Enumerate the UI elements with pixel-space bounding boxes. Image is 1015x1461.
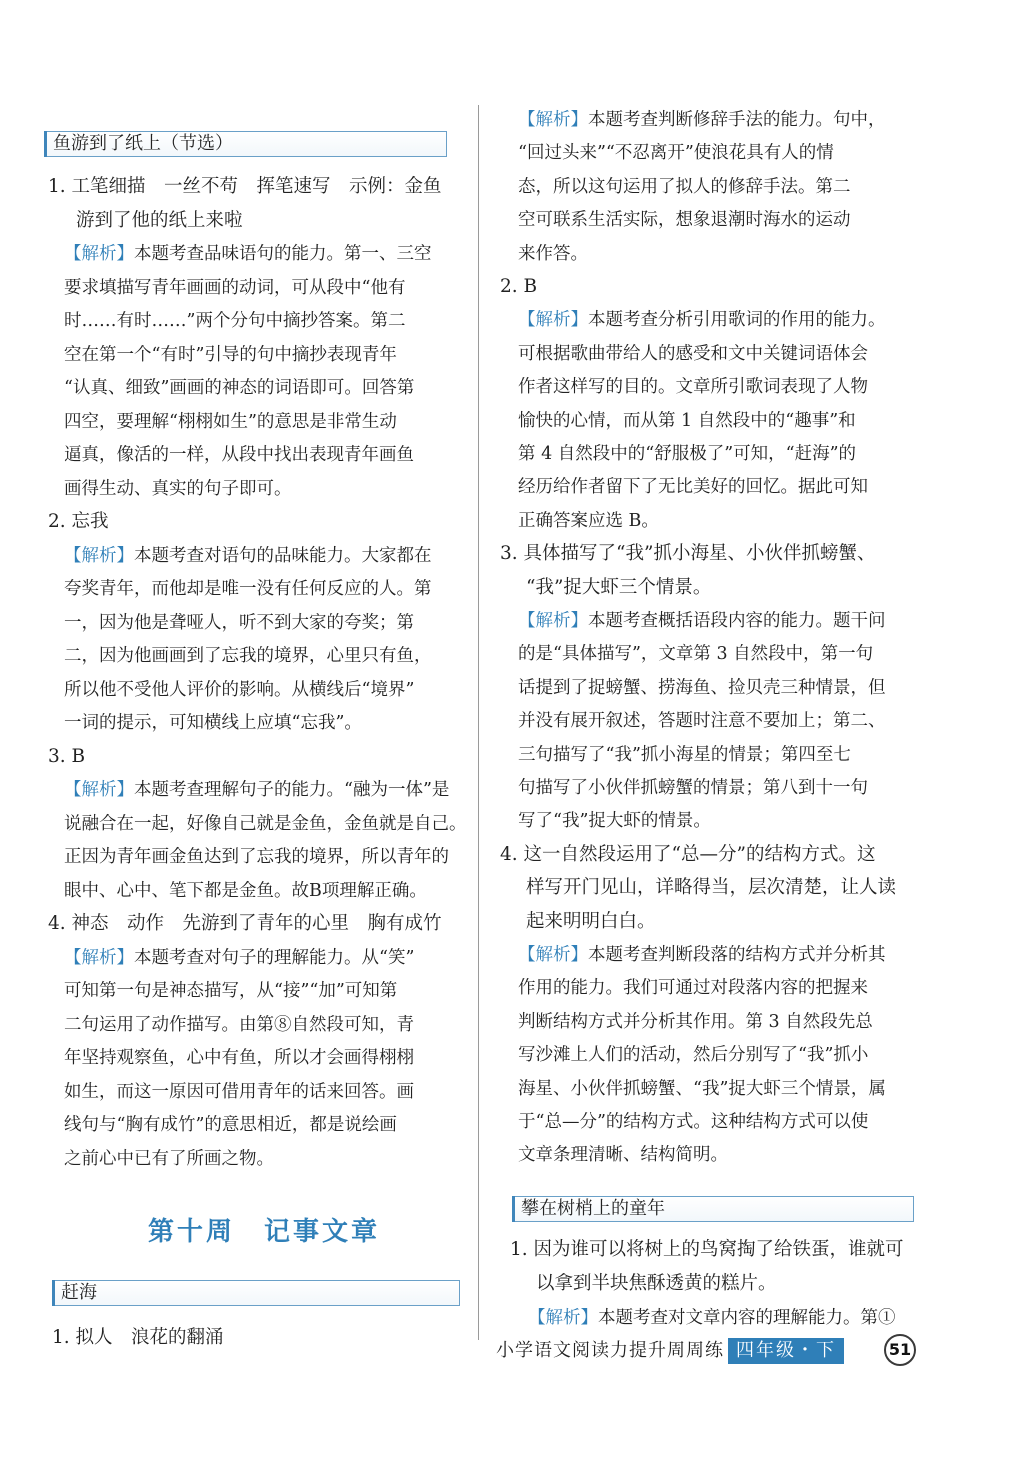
line-text: 时……有时……”两个分句中摘抄答案。第二 (64, 311, 406, 331)
analysis-line (64, 780, 449, 800)
analysis-line (64, 1048, 414, 1068)
analysis-line (64, 847, 449, 867)
analysis-line (64, 814, 467, 834)
line-text: 写沙滩上人们的活动，然后分别写了“我”抓小 (518, 1045, 869, 1066)
analysis-line (64, 680, 414, 700)
line-text: 3. B (48, 745, 86, 767)
analysis-line (518, 244, 588, 264)
line-text: 作者这样写的目的。文章所引歌词表现了人物 (518, 377, 868, 398)
analysis-line (518, 1012, 873, 1032)
analysis-line (64, 244, 432, 264)
analysis-line (64, 378, 414, 398)
line-text: 本题考查对语句的品味能力。大家都在 (134, 545, 432, 566)
line-text: 如生，而这一原因可借用青年的话来回答。画 (64, 1081, 414, 1102)
answer-line (500, 277, 537, 297)
line-text: 画得生动、真实的句子即可。 (64, 478, 292, 499)
answer-line (48, 914, 442, 934)
answer-line (48, 747, 85, 767)
line-text: 第 4 自然段中的“舒服极了”可知，“赶海”的 (518, 444, 857, 464)
line-text: 来作答。 (518, 243, 588, 264)
analysis-line (518, 477, 868, 497)
analysis-line (518, 177, 851, 197)
line-text: 可根据歌曲带给人的感受和文中关键词语体会 (518, 343, 868, 364)
line-text: 一词的提示，可知横线上应填“忘我”。 (64, 713, 362, 733)
analysis-line (518, 945, 886, 965)
section-title-yu: 鱼游到了纸上（节选） (44, 131, 447, 157)
analysis-line (518, 377, 868, 397)
analysis-line (518, 611, 886, 631)
line-text: 说融合在一起，好像自己就是金鱼，金鱼就是自己。 (64, 813, 467, 834)
analysis-tag: 【解析】 (518, 611, 588, 631)
analysis-line (64, 881, 427, 901)
line-text: “认真、细致”画画的神态的词语即可。回答第 (64, 378, 415, 398)
line-text: 起来明明白白。 (526, 910, 656, 932)
answer-line (500, 845, 875, 865)
week-title: 第十周 记事文章 (148, 1217, 381, 1247)
analysis-tag: 【解析】 (64, 545, 134, 566)
analysis-line (64, 546, 432, 566)
analysis-line (518, 711, 886, 731)
answer-line (76, 211, 243, 231)
answer-line (48, 177, 442, 197)
line-text: 之前心中已有了所画之物。 (64, 1148, 274, 1169)
line-text: 的是“具体描写”，文章第 3 自然段中，第一句 (518, 644, 874, 665)
grade-badge: 四年级・下 (728, 1338, 844, 1364)
book-title: 小学语文阅读力提升周周练 (496, 1340, 724, 1361)
page-number: 51 (884, 1334, 916, 1366)
analysis-line (518, 644, 873, 664)
line-text: 本题考查对句子的理解能力。从“笑” (134, 947, 415, 968)
line-text: 眼中、心中、笔下都是金鱼。故B项理解正确。 (64, 880, 427, 901)
answer-line (500, 544, 875, 564)
answer-line: 1. 拟人 浪花的翻涌 (52, 1327, 224, 1348)
analysis-line (64, 1115, 397, 1135)
line-text: 写了“我”捉大虾的情景。 (518, 811, 711, 832)
analysis-line (518, 444, 856, 464)
line-text: 本题考查理解句子的能力。“融为一体”是 (134, 780, 450, 800)
line-text: 要求填描写青年画画的动词，可从段中“他有 (64, 277, 406, 298)
line-text: 本题考查概括语段内容的能力。题干问 (588, 611, 886, 631)
footer (496, 1338, 844, 1364)
answer-line (526, 878, 896, 898)
line-text: 3. 具体描写了“我”抓小海星、小伙伴抓螃蟹、 (500, 543, 876, 565)
line-text: 游到了他的纸上来啦 (76, 209, 243, 231)
line-text: 1. 因为谁可以将树上的鸟窝掏了给铁蛋，谁就可 (510, 1239, 904, 1260)
line-text: 可知第一句是神态描写，从“接”“加”可知第 (64, 981, 398, 1001)
line-text: 线句与“胸有成竹”的意思相近，都是说绘画 (64, 1115, 397, 1135)
analysis-line (518, 778, 868, 798)
answer-line (526, 578, 711, 598)
line-text: 年坚持观察鱼，心中有鱼，所以才会画得栩栩 (64, 1048, 414, 1068)
analysis-line (518, 678, 886, 698)
analysis-line (64, 278, 405, 298)
line-text: 本题考查品味语句的能力。第一、三空 (134, 244, 432, 264)
analysis-tag: 【解析】 (518, 310, 588, 331)
line-text: 话提到了捉螃蟹、捞海鱼、捡贝壳三种情景，但 (518, 677, 886, 698)
analysis-line (518, 978, 868, 998)
analysis-line (64, 1149, 274, 1169)
analysis-line (518, 210, 851, 230)
analysis-line (64, 445, 414, 465)
line-text: 1. 工笔细描 一丝不苟 挥笔速写 示例：金鱼 (48, 176, 442, 197)
analysis-line (518, 1145, 728, 1165)
analysis-line (518, 310, 886, 330)
analysis-line (64, 981, 397, 1001)
line-text: 夸奖青年，而他却是唯一没有任何反应的人。第 (64, 579, 432, 599)
line-text: 4. 神态 动作 先游到了青年的心里 胸有成竹 (48, 913, 442, 934)
analysis-line (518, 745, 851, 765)
line-text: 作用的能力。我们可通过对段落内容的把握来 (518, 978, 868, 999)
column-divider (478, 105, 479, 1340)
line-text: 态，所以这句运用了拟人的修辞手法。第二 (518, 176, 851, 197)
line-text: 文章条理清晰、结构简明。 (518, 1145, 728, 1166)
analysis-line (64, 345, 397, 365)
line-text: 所以他不受他人评价的影响。从横线后“境界” (64, 679, 415, 700)
analysis-line (518, 411, 856, 431)
line-text: 本题考查判断修辞手法的能力。句中， (588, 110, 886, 130)
line-text: 并没有展开叙述，答题时注意不要加上；第二、 (518, 711, 886, 732)
line-text: 逼真，像活的一样，从段中找出表现青年画鱼 (64, 445, 414, 465)
analysis-tag: 【解析】 (64, 244, 134, 264)
line-text: 判断结构方式并分析其作用。第 3 自然段先总 (518, 1011, 873, 1032)
line-text: 三句描写了“我”抓小海星的情景；第四至七 (518, 744, 851, 765)
section-title-pan: 攀在树梢上的童年 (512, 1196, 914, 1222)
analysis-line (518, 1112, 868, 1132)
analysis-line (64, 1015, 414, 1035)
analysis-line (64, 646, 432, 666)
analysis-line (518, 143, 834, 163)
analysis-tag: 【解析】 (528, 1308, 598, 1328)
answer-line (536, 1274, 777, 1294)
line-text: 二，因为他画画到了忘我的境界，心里只有鱼， (64, 646, 432, 666)
line-text: 四空，要理解“栩栩如生”的意思是非常生动 (64, 411, 397, 432)
line-text: 样写开门见山，详略得当，层次清楚，让人读 (526, 877, 897, 899)
answer-line (510, 1240, 904, 1260)
analysis-line (64, 412, 397, 432)
line-text: 本题考查对文章内容的理解能力。第① (598, 1308, 896, 1328)
line-text: 一，因为他是聋哑人，听不到大家的夸奖；第 (64, 612, 414, 633)
line-text: 空在第一个“有时”引导的句中摘抄表现青年 (64, 344, 397, 365)
analysis-line (64, 613, 414, 633)
analysis-tag: 【解析】 (64, 947, 134, 968)
analysis-line (64, 948, 414, 968)
line-text: 于“总—分”的结构方式。这种结构方式可以使 (518, 1112, 869, 1132)
line-text: 空可联系生活实际，想象退潮时海水的运动 (518, 210, 851, 231)
line-text: 愉快的心情，而从第 1 自然段中的“趣事”和 (518, 410, 856, 431)
line-text: 正确答案应选 B。 (518, 510, 659, 531)
analysis-line (518, 110, 886, 130)
answer-line (526, 912, 656, 932)
analysis-line (64, 479, 292, 499)
line-text: 二句运用了动作描写。由第⑧自然段可知，青 (64, 1014, 414, 1035)
analysis-line (64, 713, 362, 733)
analysis-line (64, 311, 405, 331)
analysis-tag: 【解析】 (518, 945, 588, 965)
answer-line (48, 512, 109, 532)
analysis-line (64, 1082, 414, 1102)
line-text: 2. 忘我 (48, 511, 109, 532)
analysis-line (518, 1045, 868, 1065)
line-text: 正因为青年画金鱼达到了忘我的境界，所以青年的 (64, 847, 449, 867)
analysis-line (518, 344, 868, 364)
analysis-line (518, 1079, 886, 1099)
analysis-tag: 【解析】 (64, 780, 134, 800)
line-text: 以拿到半块焦酥透黄的糕片。 (536, 1273, 777, 1294)
line-text: 本题考查判断段落的结构方式并分析其 (588, 945, 886, 965)
line-text: 经历给作者留下了无比美好的回忆。据此可知 (518, 477, 868, 498)
analysis-line (528, 1308, 896, 1328)
line-text: 4. 这一自然段运用了“总—分”的结构方式。这 (500, 843, 876, 865)
section-title-ganhai: 赶海 (52, 1280, 460, 1306)
line-text: “我”捉大虾三个情景。 (526, 576, 712, 598)
line-text: 本题考查分析引用歌词的作用的能力。 (588, 310, 886, 331)
line-text: 海星、小伙伴抓螃蟹、“我”捉大虾三个情景，属 (518, 1078, 886, 1099)
line-text: “回过头来”“不忍离开”使浪花具有人的情 (518, 143, 834, 164)
analysis-line (64, 579, 432, 599)
line-text: 2. B (500, 276, 538, 297)
analysis-tag: 【解析】 (518, 110, 588, 130)
analysis-line (518, 511, 659, 531)
line-text: 句描写了小伙伴抓螃蟹的情景；第八到十一句 (518, 778, 868, 798)
analysis-line (518, 811, 711, 831)
